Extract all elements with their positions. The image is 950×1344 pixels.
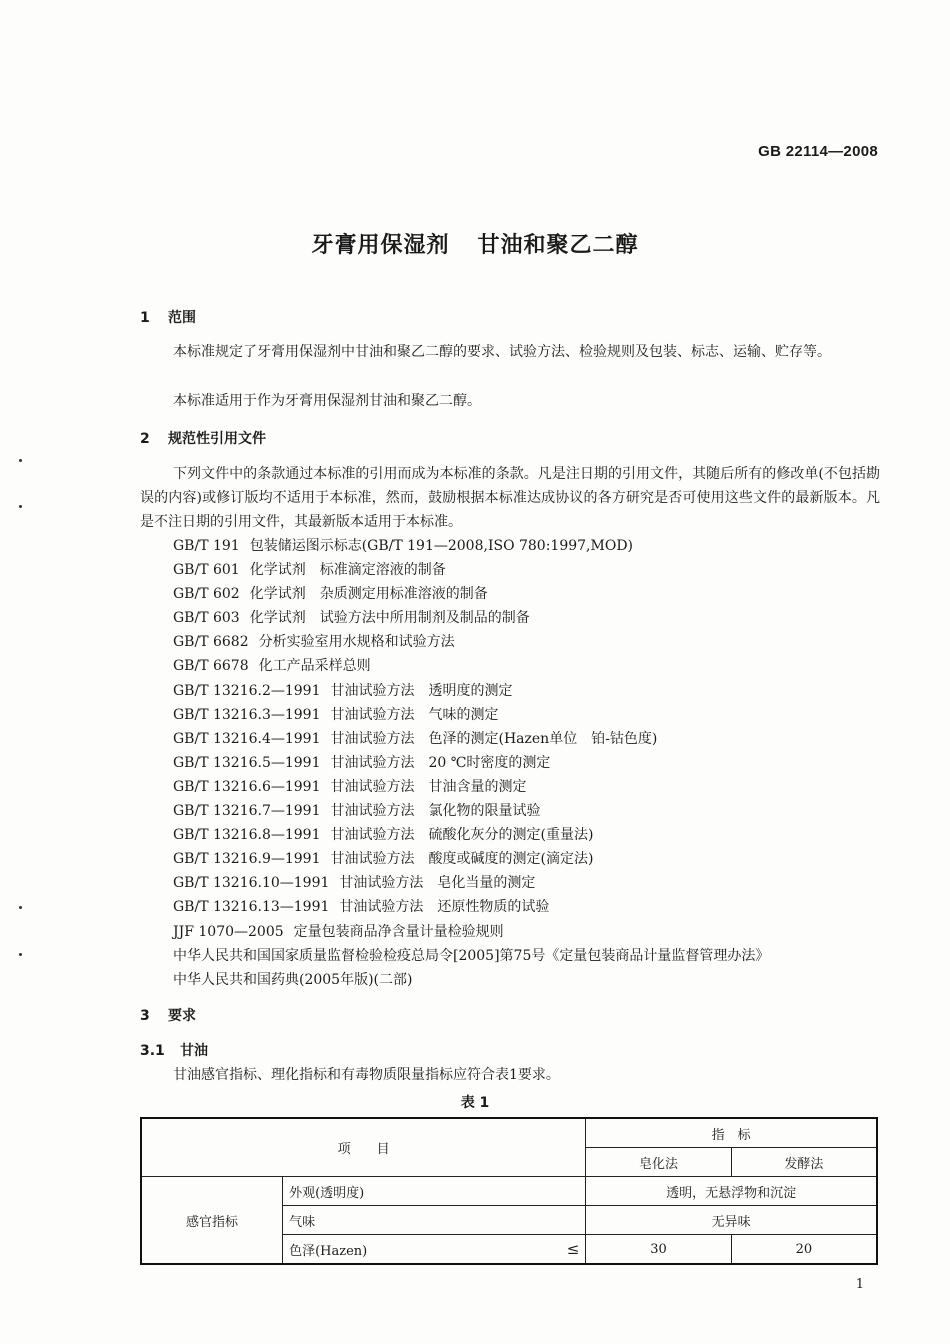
page-title (0, 228, 950, 259)
reference-item: GB/T 13216.4—1991 甘油试验方法 色泽的测定(Hazen单位 铂-钴色度) (173, 730, 658, 747)
less-equal-symbol: ≤ (566, 1239, 580, 1258)
reference-item: JJF 1070—2005 定量包装商品净含量计量检验规则 (173, 923, 504, 940)
row-value-fer: 20 (731, 1235, 877, 1265)
scan-speck (19, 906, 22, 909)
header-saponification: 皂化法 (586, 1148, 732, 1177)
scan-speck (19, 505, 22, 508)
page-number: 1 (855, 1277, 864, 1292)
reference-item: GB/T 601 化学试剂 标准滴定溶液的制备 (173, 562, 446, 579)
section-2-intro: 下列文件中的条款通过本标准的引用而成为本标准的条款。凡是注日期的引用文件，其随后所有的修改单(不包括勘误的内容)或修订版均不适用于本标准，然而，鼓励根据本标准达成协议的各方研究是否可使用这些文件的最新版本。凡是不注日期的引用文件，其最新版本适用于本标准。 (140, 466, 880, 530)
table-header-row (141, 1118, 877, 1148)
reference-item: GB/T 13216.5—1991 甘油试验方法 20 ℃时密度的测定 (173, 754, 551, 771)
normative-references-list (173, 534, 769, 992)
section-1-heading: 1 范围 (140, 310, 196, 326)
reference-item: GB/T 13216.8—1991 甘油试验方法 硫酸化灰分的测定(重量法) (173, 827, 594, 844)
standard-code: GB 22114—2008 (758, 143, 878, 160)
section-3-heading: 3 要求 (140, 1008, 196, 1024)
reference-item: 中华人民共和国国家质量监督检验检疫总局令[2005]第75号《定量包装商品计量监督管理办法》 (173, 947, 770, 964)
reference-item: GB/T 13216.7—1991 甘油试验方法 氯化物的限量试验 (173, 803, 541, 820)
title-part2: 甘油和聚乙二醇 (477, 233, 639, 258)
row-value: 无异味 (586, 1206, 877, 1235)
spec-table (140, 1117, 878, 1265)
reference-item: GB/T 603 化学试剂 试验方法中所用制剂及制品的制备 (173, 610, 530, 627)
reference-item: GB/T 13216.10—1991 甘油试验方法 皂化当量的测定 (173, 875, 536, 892)
row-value: 透明，无悬浮物和沉淀 (586, 1177, 877, 1206)
section-3-1-heading: 3.1 甘油 (140, 1043, 208, 1059)
header-item: 项 目 (141, 1118, 586, 1177)
row-name: 色泽(Hazen) ≤ (283, 1235, 586, 1265)
reference-item: GB/T 13216.9—1991 甘油试验方法 酸度或碱度的测定(滴定法) (173, 851, 594, 868)
header-index: 指 标 (586, 1118, 877, 1148)
row-value-sap: 30 (586, 1235, 732, 1265)
row-name: 外观(透明度) (283, 1177, 586, 1206)
reference-item: GB/T 13216.6—1991 甘油试验方法 甘油含量的测定 (173, 778, 527, 795)
section-1-para-1: 本标准规定了牙膏用保湿剂中甘油和聚乙二醇的要求、试验方法、检验规则及包装、标志、运输、贮存等。 (173, 344, 831, 360)
reference-item: 中华人民共和国药典(2005年版)(二部) (173, 971, 413, 988)
row-name: 气味 (283, 1206, 586, 1235)
table-caption: 表 1 (460, 1095, 490, 1111)
section-3-1-para: 甘油感官指标、理化指标和有毒物质限量指标应符合表1要求。 (173, 1067, 560, 1083)
scan-speck (19, 459, 22, 462)
table-row (141, 1177, 877, 1206)
reference-item: GB/T 191 包装储运图示标志(GB/T 191—2008,ISO 780:1997,MOD) (173, 538, 634, 554)
reference-item: GB/T 6682 分析实验室用水规格和试验方法 (173, 634, 455, 651)
group-sensory: 感官指标 (141, 1177, 283, 1265)
reference-item: GB/T 602 化学试剂 杂质测定用标准溶液的制备 (173, 586, 488, 603)
section-2-heading: 2 规范性引用文件 (140, 431, 266, 447)
title-part1: 牙膏用保湿剂 (311, 233, 450, 258)
reference-item: GB/T 6678 化工产品采样总则 (173, 658, 371, 675)
reference-item: GB/T 13216.2—1991 甘油试验方法 透明度的测定 (173, 682, 513, 699)
header-fermentation: 发酵法 (731, 1148, 877, 1177)
reference-item: GB/T 13216.3—1991 甘油试验方法 气味的测定 (173, 706, 499, 723)
reference-item: GB/T 13216.13—1991 甘油试验方法 还原性物质的试验 (173, 899, 550, 916)
section-1-para-2: 本标准适用于作为牙膏用保湿剂甘油和聚乙二醇。 (173, 393, 481, 409)
scan-speck (19, 953, 22, 956)
